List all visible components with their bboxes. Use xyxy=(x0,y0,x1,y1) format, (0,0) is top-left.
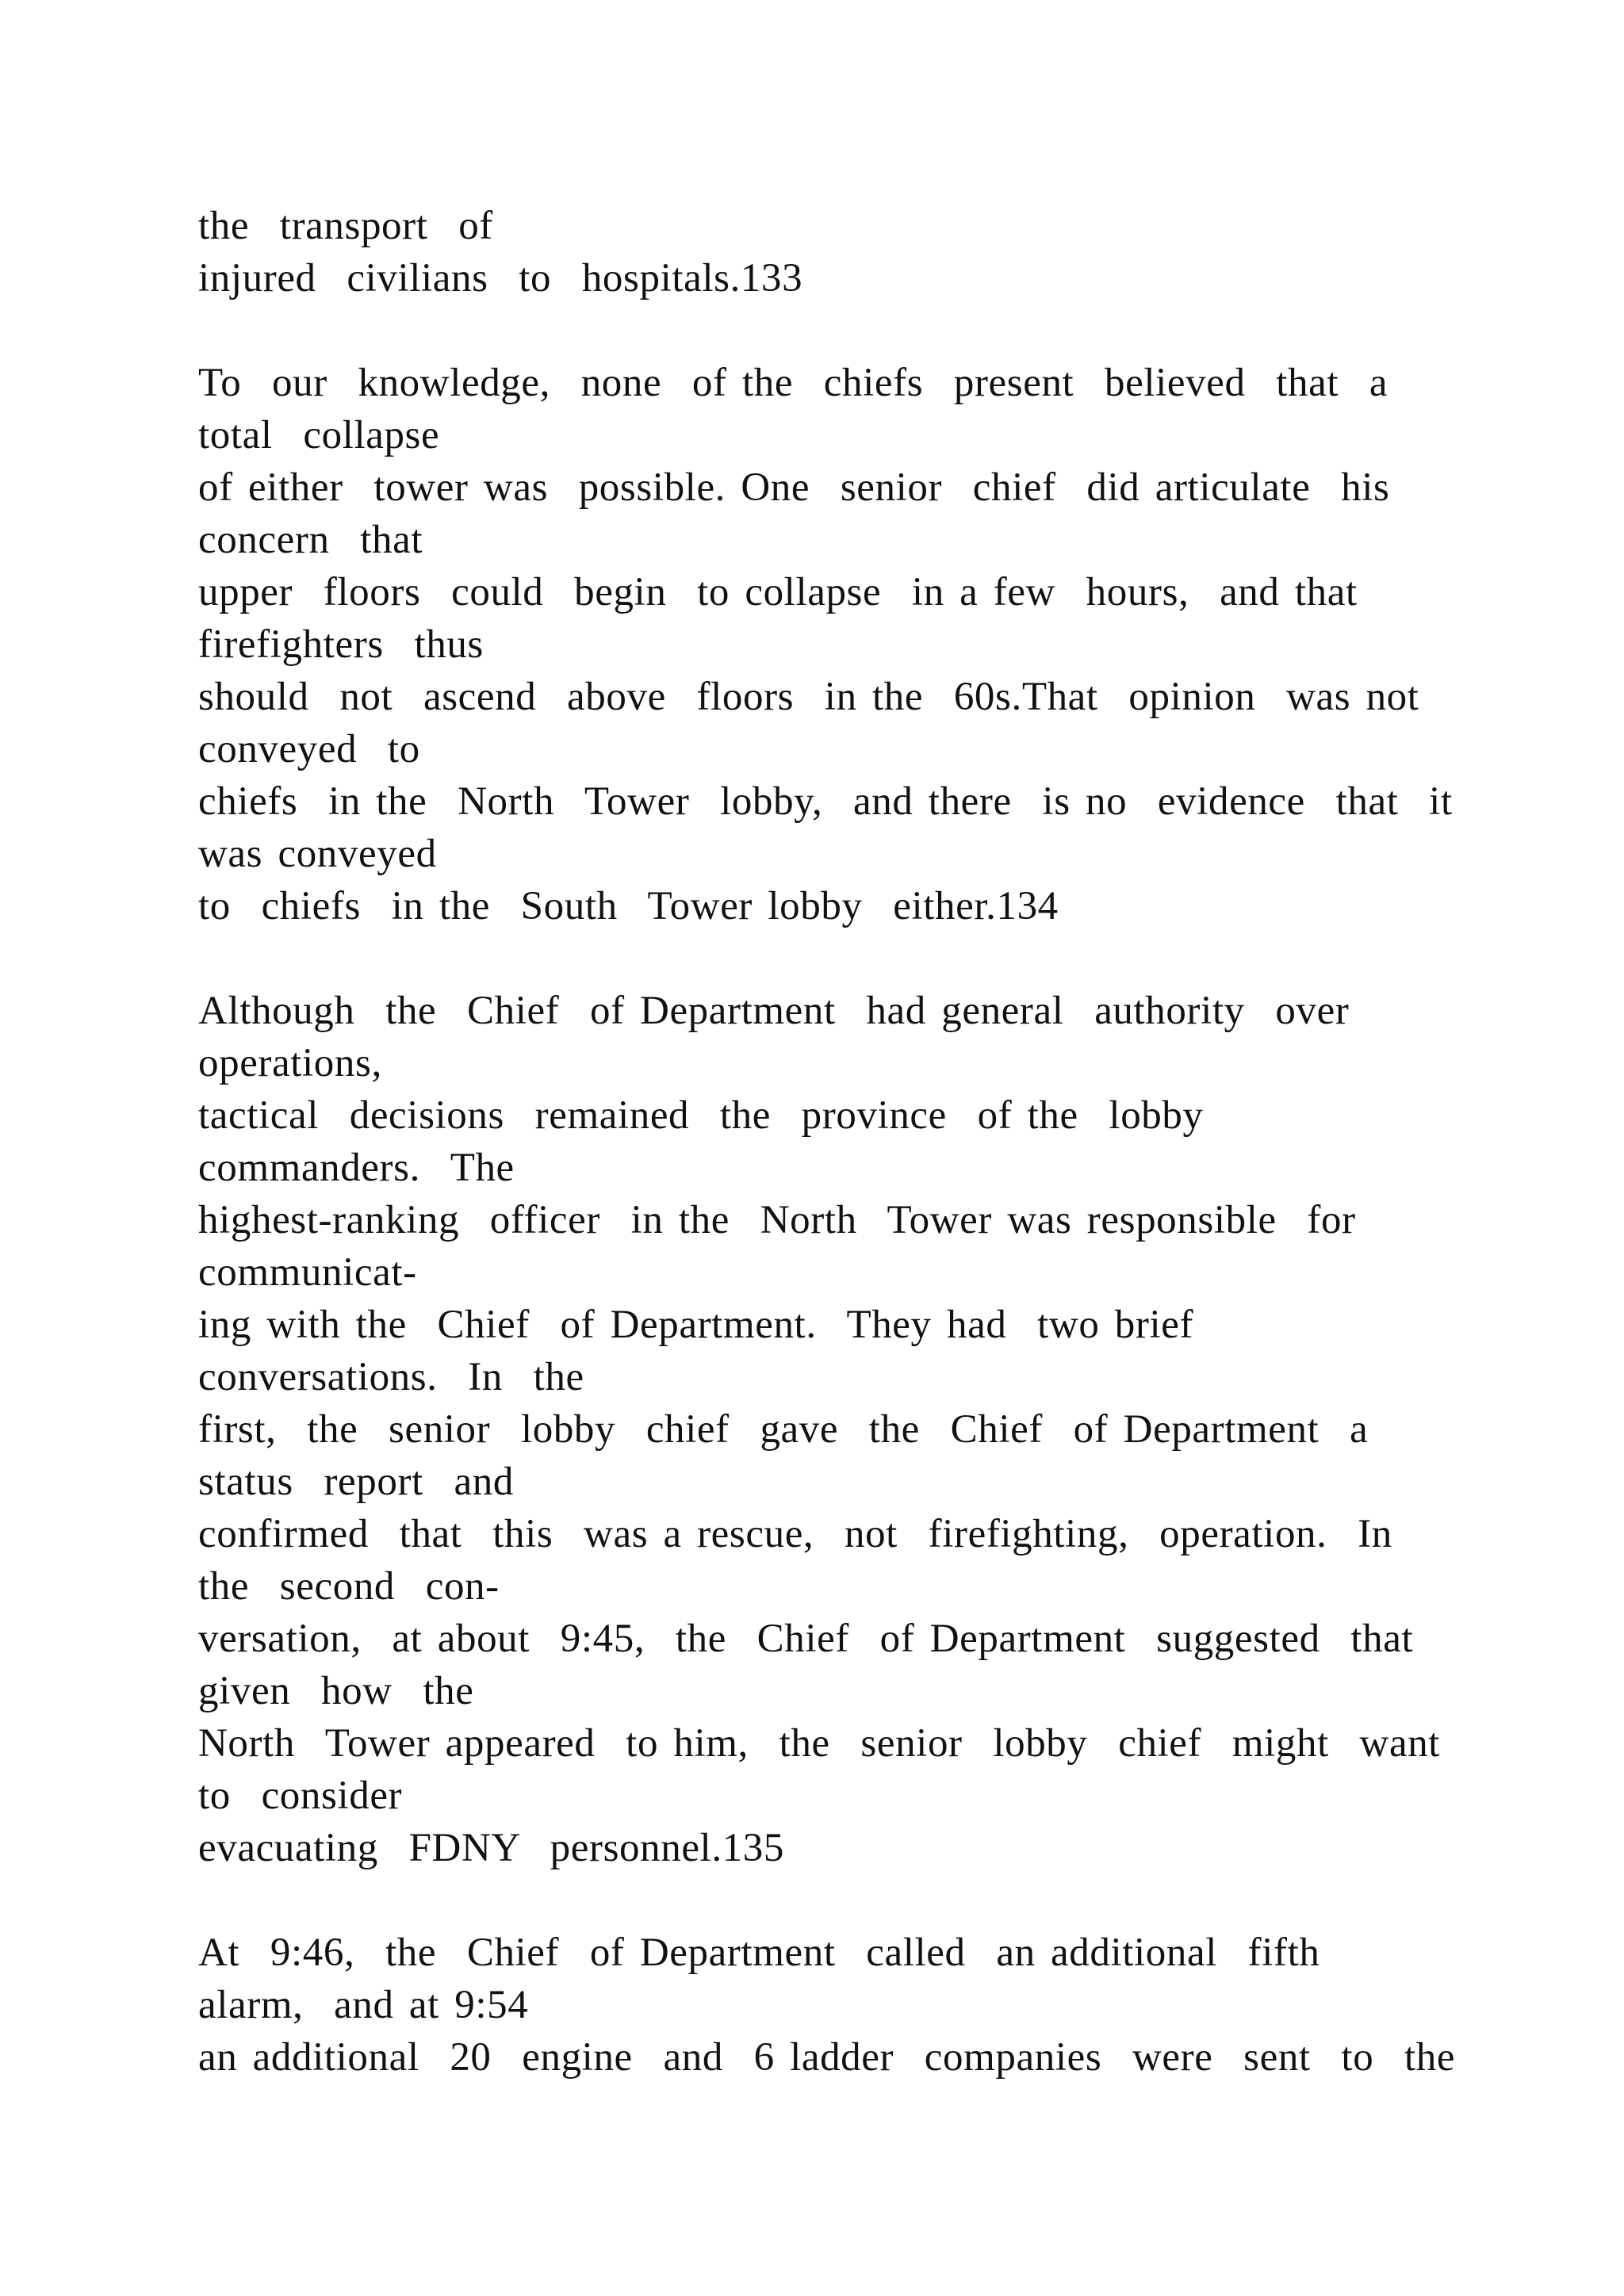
text-line: firefighters thus xyxy=(198,622,484,667)
text-line: the transport of xyxy=(198,204,493,248)
paragraph-break xyxy=(198,932,1507,985)
text-line: commanders. The xyxy=(198,1146,515,1190)
text-line: To our knowledge, none of the chiefs present believed that a xyxy=(198,361,1388,405)
text-line: ing with the Chief of Department. They had two brief xyxy=(198,1303,1194,1347)
text-line: of either tower was possible. One senior chief did articulate his xyxy=(198,465,1390,510)
text-line: confirmed that this was a rescue, not firefighting, operation. In xyxy=(198,1512,1392,1556)
text-line: should not ascend above floors in the 60s.That opinion was not xyxy=(198,675,1419,719)
text-line: injured civilians to hospitals.133 xyxy=(198,256,803,300)
text-line: upper floors could begin to collapse in a few hours, and that xyxy=(198,570,1358,614)
text-line: Although the Chief of Department had general authority over xyxy=(198,989,1350,1033)
text-line: to chiefs in the South Tower lobby either.134 xyxy=(198,884,1059,928)
text-line: status report and xyxy=(198,1460,514,1504)
text-line: concern that xyxy=(198,518,423,562)
text-line: At 9:46, the Chief of Department called an additional fifth xyxy=(198,1931,1320,1975)
text-line: chiefs in the North Tower lobby, and there is no evidence that it xyxy=(198,779,1453,824)
paragraph-break xyxy=(198,1874,1507,1927)
text-line: highest-ranking officer in the North Tower was responsible for xyxy=(198,1198,1356,1242)
text-line: North Tower appeared to him, the senior lobby chief might want xyxy=(198,1721,1441,1766)
text-line: communicat- xyxy=(198,1250,417,1295)
text-line: the second con- xyxy=(198,1564,500,1609)
text-line: conversations. In the xyxy=(198,1355,584,1399)
text-line: to consider xyxy=(198,1774,403,1818)
paragraph-break xyxy=(198,304,1507,357)
text-line: tactical decisions remained the province of the lobby xyxy=(198,1093,1204,1138)
text-line: alarm, and at 9:54 xyxy=(198,1983,529,2027)
text-line: an additional 20 engine and 6 ladder companies were sent to the xyxy=(198,2035,1456,2080)
text-line: given how the xyxy=(198,1669,474,1713)
text-line: was conveyed xyxy=(198,832,437,876)
body-text xyxy=(198,200,1507,2084)
text-line: versation, at about 9:45, the Chief of Department suggested that xyxy=(198,1617,1414,1661)
text-line: first, the senior lobby chief gave the Chief of Department a xyxy=(198,1407,1369,1452)
text-line: conveyed to xyxy=(198,727,420,771)
text-line: total collapse xyxy=(198,413,440,457)
text-line: evacuating FDNY personnel.135 xyxy=(198,1826,784,1870)
text-line: operations, xyxy=(198,1041,382,1085)
